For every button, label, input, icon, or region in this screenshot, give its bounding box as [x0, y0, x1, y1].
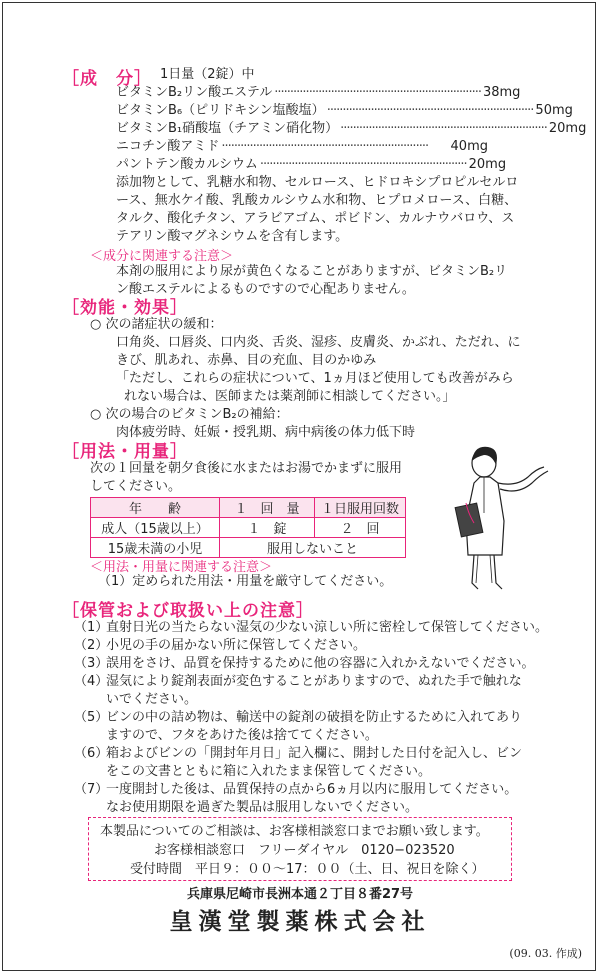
storage-item-text: なお使用期限を過ぎた製品は服用しないでください。 [106, 800, 419, 815]
additives-line: テアリン酸マグネシウムを含有します。 [116, 229, 349, 244]
table-cell: １ 錠 [220, 518, 315, 538]
ingredient-name: ビタミンB₁硝酸塩（チアミン硝化物） [116, 121, 339, 136]
ingredients-dose-note: 1日量（2錠）中 [160, 67, 255, 82]
table-cell: 15歳未満の小児 [91, 538, 220, 558]
table-row [91, 518, 406, 538]
efficacy-bullet: ○ 次の場合のビタミンB₂の補給： [90, 407, 289, 422]
ingredient-row [116, 120, 587, 138]
additives-line: ース、無水ケイ酸、乳酸カルシウム水和物、ヒプロメロース、白糖、 [116, 193, 518, 208]
table-header-cell: １ 回 量 [220, 498, 315, 518]
leader-dots: ·································································· [326, 103, 534, 118]
dosage-table [90, 497, 406, 558]
usage-intro-line: してください。 [90, 479, 182, 494]
storage-item-number: （3） [74, 656, 109, 671]
storage-item-number: （6） [74, 746, 109, 761]
storage-item-number: （4） [74, 674, 109, 689]
ingredient-row [116, 156, 507, 174]
storage-item-text: 箱およびビンの「開封年月日」記入欄に、開封した日付を記入し、ビン [106, 746, 523, 761]
ingredients-caution-line: 本剤の服用により尿が黄色くなることがありますが、ビタミンB₂リ [116, 264, 508, 279]
ingredients-caution-heading: ＜成分に関連する注意＞ [90, 249, 234, 264]
storage-item-number: （5） [74, 710, 109, 725]
ingredient-amount: 20mg [548, 121, 587, 136]
table-header-cell: 年 齢 [91, 498, 220, 518]
symptoms-line: きび、肌あれ、赤鼻、目の充血、目のかゆみ [116, 353, 377, 368]
ingredient-row [116, 138, 488, 156]
ingredients-heading: ［成 分］ [62, 69, 152, 89]
storage-item-text: 一度開封した後は、品質保持の点から6ヵ月以内に服用してください。 [106, 782, 518, 797]
usage-heading: ［用法・用量］ [62, 442, 188, 462]
ingredient-name: パントテン酸カルシウム [116, 157, 258, 172]
ingredient-amount: 40mg [450, 139, 488, 154]
ingredient-name: ニコチン酸アミド [116, 139, 220, 154]
ingredient-amount: 38mg [482, 85, 521, 100]
storage-item-text: ますので、フタをあけた後は捨ててください。 [106, 728, 378, 743]
ingredient-name: ビタミンB₆（ピリドキシン塩酸塩） [116, 103, 325, 118]
table-row [91, 538, 406, 558]
usage-caution-line: （1）定められた用法・用量を厳守してください。 [98, 574, 393, 589]
table-cell: ２ 回 [315, 518, 406, 538]
ingredient-name: ビタミンB₂リン酸エステル [116, 85, 273, 100]
creation-date-note: (09. 03. 作成) [509, 947, 582, 960]
leader-dots: ·································································· [259, 157, 467, 172]
table-header-row [91, 498, 406, 518]
table-header-cell: １日服用回数 [315, 498, 406, 518]
storage-item-text: 誤用をさけ、品質を保持するために他の容器に入れかえないでください。 [106, 656, 535, 671]
storage-item-text: 小児の手の届かない所に保管してください。 [106, 638, 367, 653]
usage-intro-line: 次の１回量を朝夕食後に水またはお湯でかまずに服用 [90, 461, 403, 476]
storage-item-text: 湿気により錠剤表面が変色することがありますので、ぬれた手で触れな [106, 674, 522, 689]
storage-item-text: 直射日光の当たらない湿気の少ない涼しい所に密栓して保管してください。 [106, 620, 549, 635]
storage-item-text: ビンの中の詰め物は、輸送中の錠剤の破損を防止するために入れてあり [106, 710, 523, 725]
ingredient-amount: 20mg [468, 157, 507, 172]
ingredients-caution-line: ン酸エステルによるものですので心配ありません。 [116, 282, 415, 297]
table-cell: 成人（15歳以上） [91, 518, 220, 538]
ingredient-row [116, 102, 573, 120]
storage-heading: ［保管および取扱い上の注意］ [62, 601, 314, 621]
usage-caution-heading: ＜用法・用量に関連する注意＞ [90, 560, 273, 575]
storage-item-text: いでください。 [106, 692, 198, 707]
contact-line: 本製品についてのご相談は、お客様相談窓口までお願い致します。 [100, 824, 489, 839]
ingredient-row [116, 84, 521, 102]
storage-item-text: をこの文書とともに箱に入れたまま保管してください。 [106, 764, 432, 779]
storage-item-number: （2） [74, 638, 109, 653]
efficacy-heading: ［効能・効果］ [62, 298, 188, 318]
symptoms-line: 口角炎、口唇炎、口内炎、舌炎、湿疹、皮膚炎、かぶれ、ただれ、に [116, 335, 521, 350]
efficacy-bullet: ○ 次の諸症状の緩和： [90, 317, 223, 332]
pharmacist-illustration [444, 443, 564, 591]
ingredient-amount: 50mg [535, 103, 573, 118]
leader-dots: ·································································· [274, 85, 481, 100]
company-address: 兵庫県尼崎市長洲本通２丁目８番27号 [186, 887, 414, 902]
additives-line: タルク、酸化チタン、アラビアゴム、ポビドン、カルナウバロウ、ス [116, 211, 515, 226]
contact-line: お客様相談窓口 フリーダイヤル 0120−023520 [154, 843, 455, 858]
storage-item-number: （1） [74, 620, 109, 635]
table-cell: 服用しないこと [220, 538, 406, 558]
contact-line: 受付時間 平日９：００〜17：００（土、日、祝日を除く） [130, 862, 485, 877]
storage-item-number: （7） [74, 782, 109, 797]
leader-dots: ·································································· [340, 121, 547, 136]
additives-line: 添加物として、乳糖水和物、セルロース、ヒドロキシプロピルセルロ [116, 175, 519, 190]
efficacy-note-line: 「ただし、これらの症状について、1ヵ月ほど使用しても改善がみら [116, 371, 514, 386]
supplement-line: 肉体疲労時、妊娠・授乳期、病中病後の体力低下時 [116, 425, 416, 440]
efficacy-note-line: れない場合は、医師または薬剤師に相談してください。」 [124, 389, 456, 404]
leader-dots: ·································································· [221, 139, 429, 154]
company-name: 皇漢堂製薬株式会社 [169, 909, 431, 935]
